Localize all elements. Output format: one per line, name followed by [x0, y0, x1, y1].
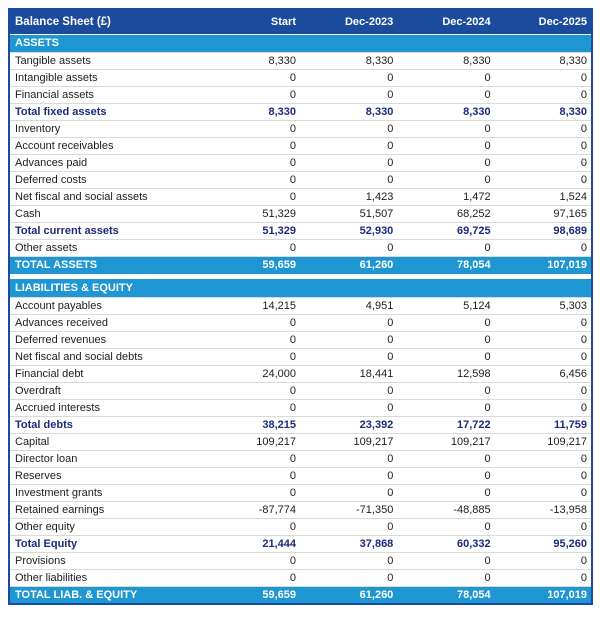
row-value: 1,472 [397, 188, 494, 205]
table-row [9, 171, 592, 188]
row-value: 0 [397, 518, 494, 535]
table-title: Balance Sheet (£) [9, 9, 203, 34]
row-value: 69,725 [397, 222, 494, 239]
row-value: 8,330 [397, 103, 494, 120]
table-row [9, 103, 592, 120]
row-value: 0 [495, 69, 592, 86]
row-label: Account receivables [9, 137, 203, 154]
row-label: Account payables [9, 297, 203, 314]
table-row [9, 314, 592, 331]
table-row [9, 297, 592, 314]
row-value: 0 [397, 348, 494, 365]
row-value: 17,722 [397, 416, 494, 433]
row-value: 0 [203, 552, 300, 569]
row-value: 12,598 [397, 365, 494, 382]
row-value: 0 [495, 154, 592, 171]
row-value: 0 [300, 331, 397, 348]
row-value: 0 [203, 569, 300, 586]
row-value: 0 [300, 239, 397, 256]
row-value: 0 [397, 331, 494, 348]
row-value: 0 [300, 154, 397, 171]
row-value: 0 [397, 86, 494, 103]
row-value: 8,330 [495, 103, 592, 120]
row-value: 98,689 [495, 222, 592, 239]
row-label: Cash [9, 205, 203, 222]
row-value: 0 [397, 239, 494, 256]
row-label: Advances paid [9, 154, 203, 171]
row-value: 59,659 [203, 256, 300, 274]
row-value: 109,217 [203, 433, 300, 450]
row-value: 0 [203, 171, 300, 188]
table-body [9, 34, 592, 604]
row-value: 0 [495, 314, 592, 331]
row-value: 1,524 [495, 188, 592, 205]
table-row [9, 331, 592, 348]
row-value: 0 [495, 518, 592, 535]
table-row [9, 365, 592, 382]
table-row [9, 239, 592, 256]
row-value: 0 [203, 399, 300, 416]
table-row [9, 399, 592, 416]
table-row [9, 416, 592, 433]
table-row [9, 348, 592, 365]
row-label: Tangible assets [9, 52, 203, 69]
row-value: 78,054 [397, 586, 494, 604]
table-row [9, 535, 592, 552]
row-value: 0 [495, 331, 592, 348]
row-value: 0 [397, 154, 494, 171]
header-row [9, 9, 592, 34]
row-value: 95,260 [495, 535, 592, 552]
table-row [9, 433, 592, 450]
row-value: 0 [203, 314, 300, 331]
table-row [9, 188, 592, 205]
row-value: 0 [495, 569, 592, 586]
row-value: 0 [397, 137, 494, 154]
row-label: Net fiscal and social debts [9, 348, 203, 365]
row-value: 107,019 [495, 586, 592, 604]
row-value: 0 [300, 120, 397, 137]
row-value: 0 [300, 518, 397, 535]
row-label: Other equity [9, 518, 203, 535]
row-value: 0 [495, 120, 592, 137]
row-label: Other liabilities [9, 569, 203, 586]
row-value: 0 [203, 467, 300, 484]
row-label: Director loan [9, 450, 203, 467]
row-label: Retained earnings [9, 501, 203, 518]
row-value: 11,759 [495, 416, 592, 433]
section-header-row [9, 34, 592, 52]
table-row [9, 569, 592, 586]
row-label: Overdraft [9, 382, 203, 399]
row-value: 0 [397, 120, 494, 137]
row-value: 1,423 [300, 188, 397, 205]
row-value: 0 [300, 467, 397, 484]
row-value: 0 [495, 137, 592, 154]
row-value: 0 [300, 399, 397, 416]
row-value: 14,215 [203, 297, 300, 314]
section-header-label: ASSETS [9, 34, 592, 52]
row-value: 0 [397, 69, 494, 86]
row-value: 0 [397, 314, 494, 331]
row-value: 8,330 [397, 52, 494, 69]
row-label: Accrued interests [9, 399, 203, 416]
row-value: 0 [203, 86, 300, 103]
table-row [9, 586, 592, 604]
row-value: 8,330 [495, 52, 592, 69]
row-value: -87,774 [203, 501, 300, 518]
row-value: 23,392 [300, 416, 397, 433]
row-value: 5,303 [495, 297, 592, 314]
row-value: 0 [203, 484, 300, 501]
row-value: 0 [397, 399, 494, 416]
row-label: Intangible assets [9, 69, 203, 86]
row-value: 60,332 [397, 535, 494, 552]
row-value: -48,885 [397, 501, 494, 518]
table-row [9, 518, 592, 535]
section-header-row [9, 279, 592, 297]
row-label: Total current assets [9, 222, 203, 239]
row-label: Reserves [9, 467, 203, 484]
row-value: 0 [203, 518, 300, 535]
row-value: 0 [397, 569, 494, 586]
row-value: 5,124 [397, 297, 494, 314]
row-value: 0 [300, 69, 397, 86]
row-value: 0 [495, 552, 592, 569]
row-value: 8,330 [203, 103, 300, 120]
row-value: 8,330 [300, 52, 397, 69]
row-value: 0 [300, 484, 397, 501]
row-value: 6,456 [495, 365, 592, 382]
table-row [9, 69, 592, 86]
row-value: 0 [397, 382, 494, 399]
row-label: TOTAL ASSETS [9, 256, 203, 274]
table-row [9, 484, 592, 501]
row-value: 0 [397, 467, 494, 484]
row-label: Provisions [9, 552, 203, 569]
row-value: 8,330 [300, 103, 397, 120]
row-label: Investment grants [9, 484, 203, 501]
row-value: 51,329 [203, 205, 300, 222]
row-value: -13,958 [495, 501, 592, 518]
row-label: TOTAL LIAB. & EQUITY [9, 586, 203, 604]
row-value: 4,951 [300, 297, 397, 314]
row-value: 21,444 [203, 535, 300, 552]
table-row [9, 86, 592, 103]
row-label: Total fixed assets [9, 103, 203, 120]
row-value: 0 [203, 382, 300, 399]
row-value: 0 [495, 239, 592, 256]
table-row [9, 154, 592, 171]
row-value: 0 [300, 348, 397, 365]
table-row [9, 552, 592, 569]
row-value: 0 [495, 450, 592, 467]
row-value: 0 [495, 399, 592, 416]
row-value: 109,217 [300, 433, 397, 450]
row-value: 0 [203, 120, 300, 137]
table-row [9, 205, 592, 222]
row-value: 24,000 [203, 365, 300, 382]
row-value: 0 [300, 171, 397, 188]
balance-sheet-table [8, 8, 593, 605]
row-value: 0 [397, 552, 494, 569]
row-label: Financial assets [9, 86, 203, 103]
row-label: Financial debt [9, 365, 203, 382]
row-value: 0 [203, 348, 300, 365]
row-label: Total Equity [9, 535, 203, 552]
row-value: 0 [203, 331, 300, 348]
balance-sheet [8, 8, 593, 605]
table-row [9, 467, 592, 484]
row-value: 0 [495, 171, 592, 188]
row-value: 0 [495, 348, 592, 365]
row-value: 59,659 [203, 586, 300, 604]
row-value: 0 [300, 86, 397, 103]
row-value: 97,165 [495, 205, 592, 222]
table-row [9, 52, 592, 69]
row-value: 18,441 [300, 365, 397, 382]
table-row [9, 222, 592, 239]
table-row [9, 120, 592, 137]
row-label: Deferred revenues [9, 331, 203, 348]
column-header-dec-2025: Dec-2025 [495, 9, 592, 34]
row-value: 0 [495, 86, 592, 103]
row-value: 8,330 [203, 52, 300, 69]
row-value: 0 [300, 552, 397, 569]
row-value: 0 [203, 69, 300, 86]
row-value: 0 [203, 154, 300, 171]
row-value: -71,350 [300, 501, 397, 518]
row-value: 0 [300, 382, 397, 399]
row-value: 37,868 [300, 535, 397, 552]
column-header-dec-2024: Dec-2024 [397, 9, 494, 34]
table-row [9, 501, 592, 518]
row-value: 0 [300, 569, 397, 586]
table-row [9, 450, 592, 467]
row-value: 0 [397, 450, 494, 467]
row-label: Total debts [9, 416, 203, 433]
row-value: 61,260 [300, 256, 397, 274]
section-header-label: LIABILITIES & EQUITY [9, 279, 592, 297]
row-value: 0 [397, 484, 494, 501]
row-value: 107,019 [495, 256, 592, 274]
row-value: 51,329 [203, 222, 300, 239]
row-value: 38,215 [203, 416, 300, 433]
row-value: 68,252 [397, 205, 494, 222]
row-value: 0 [300, 314, 397, 331]
row-label: Inventory [9, 120, 203, 137]
row-label: Net fiscal and social assets [9, 188, 203, 205]
row-label: Capital [9, 433, 203, 450]
table-row [9, 256, 592, 274]
row-value: 0 [203, 137, 300, 154]
row-label: Deferred costs [9, 171, 203, 188]
row-value: 0 [495, 382, 592, 399]
column-header-dec-2023: Dec-2023 [300, 9, 397, 34]
row-value: 52,930 [300, 222, 397, 239]
row-value: 0 [495, 467, 592, 484]
row-value: 109,217 [397, 433, 494, 450]
row-value: 109,217 [495, 433, 592, 450]
row-value: 0 [495, 484, 592, 501]
row-value: 61,260 [300, 586, 397, 604]
table-row [9, 137, 592, 154]
row-value: 0 [397, 171, 494, 188]
row-value: 0 [203, 239, 300, 256]
row-value: 0 [300, 450, 397, 467]
row-label: Other assets [9, 239, 203, 256]
row-value: 78,054 [397, 256, 494, 274]
row-value: 0 [203, 188, 300, 205]
row-value: 0 [203, 450, 300, 467]
row-value: 51,507 [300, 205, 397, 222]
row-label: Advances received [9, 314, 203, 331]
row-value: 0 [300, 137, 397, 154]
column-header-start: Start [203, 9, 300, 34]
table-row [9, 382, 592, 399]
